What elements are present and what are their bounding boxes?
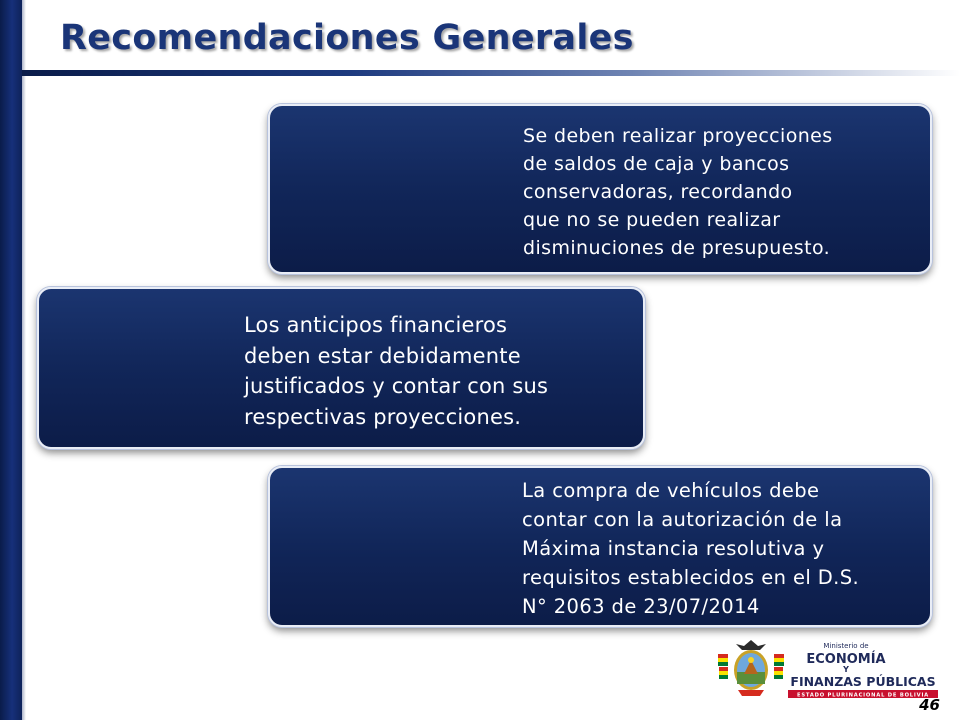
recommendation-text-2: Los anticipos financieros deben estar debidamente justificados y contar con sus respectivas proyecciones. xyxy=(244,313,549,429)
ministry-logo xyxy=(716,636,942,702)
title-underline xyxy=(22,70,960,76)
recommendation-box-2 xyxy=(37,287,645,449)
page-number: 46 xyxy=(919,696,940,714)
logo-finanzas-text: FINANZAS PÚBLICAS xyxy=(790,674,936,689)
recommendation-box-3 xyxy=(268,466,932,627)
recommendation-text-1: Se deben realizar proyecciones de saldos de caja y bancos conservadoras, recordando que no se pueden realizar disminuciones de presupuesto. xyxy=(523,125,833,259)
logo-economia-text: ECONOMÍA xyxy=(806,652,886,667)
logo-y-text: Y xyxy=(843,665,849,674)
recommendation-text-3: La compra de vehículos debe contar con la autorización de la Máxima instancia resolutiva y requisitos establecidos en el D.S. N° 2063 de 23/07/2014 xyxy=(522,479,860,618)
logo-ministry-label: Ministerio de xyxy=(823,642,869,650)
left-accent-bar xyxy=(0,0,22,720)
coat-of-arms-icon xyxy=(718,640,784,696)
logo-state-text: ESTADO PLURINACIONAL DE BOLIVIA xyxy=(797,692,929,699)
recommendation-box-1 xyxy=(268,104,932,274)
page-title: Recomendaciones Generales xyxy=(60,18,634,58)
